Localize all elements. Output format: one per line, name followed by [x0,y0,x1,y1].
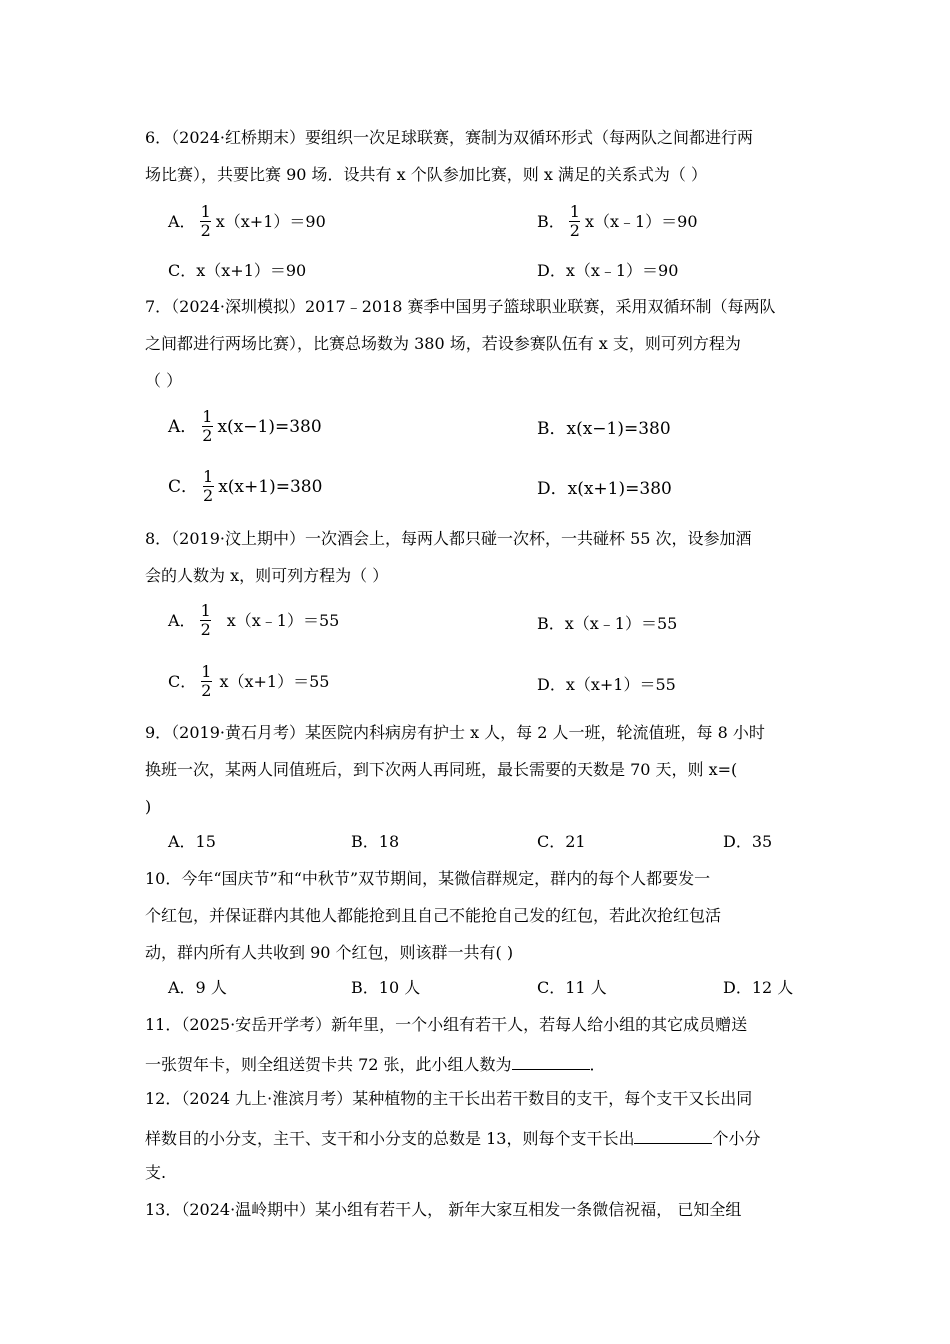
q7-stem-line1: 7．（2024·深圳模拟）2017﹣2018 赛季中国男子篮球职业联赛，采用双循环制（每两队 [145,297,776,316]
q6-option-c: C．x（x+1）＝90 [168,261,307,280]
q10-option-b: B．10 人 [351,978,421,997]
option-label: C． [168,671,197,691]
q11-stem-line1: 11．（2025·安岳开学考）新年里，一个小组有若干人，若每人给小组的其它成员赠送 [145,1015,748,1034]
q9-stem-line2: 换班一次，某两人同值班后，到下次两人再同班，最长需要的天数是 70 天，则 x=( [145,760,738,779]
option-expression: x（x+1）＝90 [215,211,326,231]
q10-stem-line3: 动，群内所有人共收到 90 个红包，则该群一共有( ) [145,943,514,962]
q6-stem-line1: 6．（2024·红桥期末）要组织一次足球联赛，赛制为双循环形式（每两队之间都进行两 [145,128,753,147]
q10-option-a: A．9 人 [168,978,227,997]
fraction-numerator: 1 [200,601,211,620]
fraction [199,663,213,700]
option-label: B． [537,211,565,231]
q13-stem-line1: 13．（2024·温岭期中）某小组有若干人， 新年大家互相发一条微信祝福， 已知全组 [145,1200,742,1219]
fraction-denominator: 2 [200,620,211,639]
fraction-numerator: 1 [200,202,211,221]
fraction [201,468,215,505]
option-expression: x(x+1)=380 [218,476,323,497]
q8-option-a [168,602,339,639]
fraction-denominator: 2 [202,426,213,445]
q7-stem-line3: （ ） [145,371,183,390]
q9-option-c: C．21 [537,832,586,851]
q7-option-d: D．x(x+1)=380 [537,479,672,499]
q11-text-before-blank: 一张贺年卡，则全组送贺卡共 72 张，此小组人数为 [145,1055,512,1074]
option-expression: x（x﹣1）＝55 [226,610,340,630]
fraction-denominator: 2 [569,221,580,240]
q9-stem-line1: 9．（2019·黄石月考）某医院内科病房有护士 x 人，每 2 人一班，轮流值班，每 8 小时 [145,723,765,742]
q8-stem-line1: 8．（2019·汶上期中）一次酒会上，每两人都只碰一次杯，一共碰杯 55 次，设参加酒 [145,529,752,548]
option-expression: x（x+1）＝55 [219,671,330,691]
q6-option-a [168,203,326,240]
q9-option-d: D．35 [723,832,773,851]
q6-option-b [537,203,698,240]
q12-stem-line1: 12．（2024 九上·淮滨月考）某种植物的主干长出若干数目的支干，每个支干又长出同 [145,1089,753,1108]
q9-stem-line3: ) [145,797,152,816]
q11-stem-line2 [145,1051,810,1076]
fraction [200,408,214,445]
q8-option-b: B．x（x﹣1）＝55 [537,614,678,633]
q8-option-d: D．x（x+1）＝55 [537,675,676,694]
q7-option-c [168,468,322,505]
q8-stem-line2: 会的人数为 x，则可列方程为（ ） [145,566,389,585]
q9-option-b: B．18 [351,832,400,851]
q7-option-a [168,408,322,445]
fraction [568,203,582,240]
q11-text-after-blank: ． [589,1055,606,1074]
option-expression: x(x−1)=380 [217,416,322,437]
q12-answer-blank[interactable] [634,1125,712,1144]
q8-option-c [168,663,329,700]
fraction-numerator: 1 [202,407,213,426]
fraction [199,602,213,639]
fraction-denominator: 2 [203,486,214,505]
q9-option-a: A．15 [168,832,216,851]
option-label: A． [168,211,196,231]
q12-stem-line3: 支. [145,1163,167,1182]
q10-stem-line2: 个红包，并保证群内其他人都能抢到且自己不能抢自己发的红包，若此次抢红包活 [145,906,722,925]
fraction-denominator: 2 [201,681,212,700]
option-label: A． [168,610,196,630]
option-expression: x（x﹣1）＝90 [584,211,698,231]
option-label: A． [168,416,198,437]
q10-option-d: D．12 人 [723,978,794,997]
q10-stem-line1: 10．今年“国庆节”和“中秋节”双节期间，某微信群规定，群内的每个人都要发一 [145,869,711,888]
q12-stem-line2 [145,1125,810,1150]
q7-stem-line2: 之间都进行两场比赛），比赛总场数为 380 场，若设参赛队伍有 x 支，则可列方程为 [145,334,741,353]
q6-option-d: D．x（x﹣1）＝90 [537,261,679,280]
q6-stem-line2: 场比赛），共要比赛 90 场．设共有 x 个队参加比赛，则 x 满足的关系式为（ ） [145,165,708,184]
fraction-numerator: 1 [203,467,214,486]
q12-text-after-blank: 个小分 [712,1129,761,1148]
fraction-numerator: 1 [201,662,212,681]
fraction [199,203,213,240]
fraction-numerator: 1 [569,202,580,221]
q10-option-c: C．11 人 [537,978,607,997]
q11-answer-blank[interactable] [512,1051,590,1070]
fraction-denominator: 2 [200,221,211,240]
option-label: C． [168,476,199,497]
q12-text-before-blank: 样数目的小分支，主干、支干和小分支的总数是 13，则每个支干长出 [145,1129,635,1148]
q7-option-b: B．x(x−1)=380 [537,419,671,439]
